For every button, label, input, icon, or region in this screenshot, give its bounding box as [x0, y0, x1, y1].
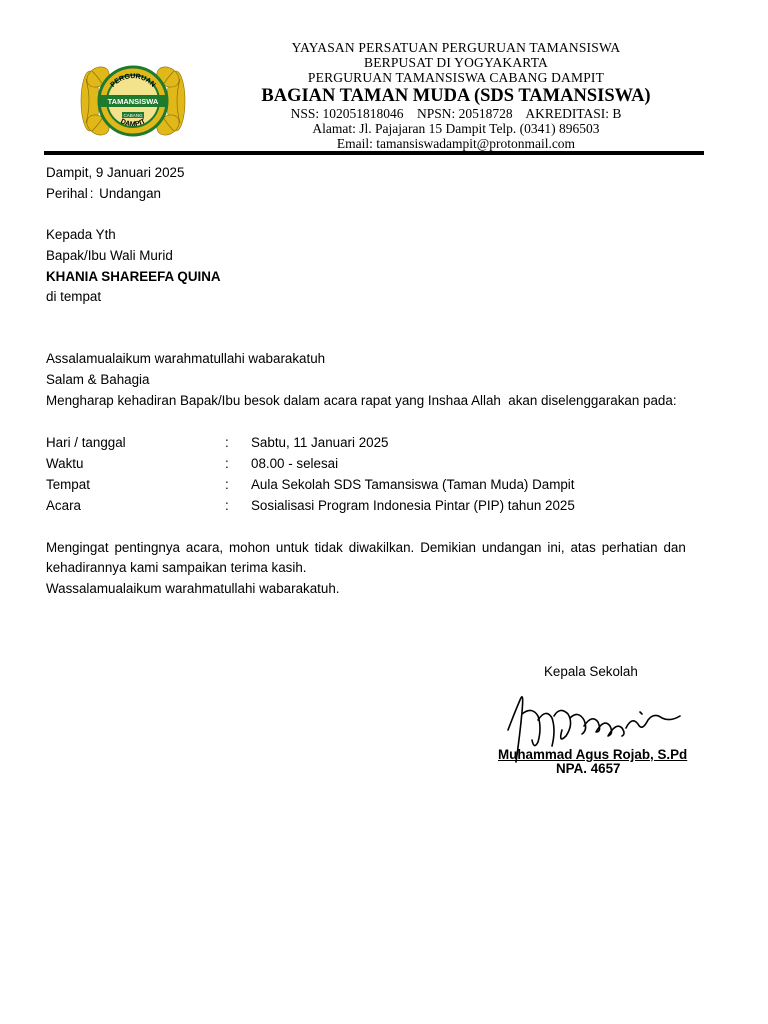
detail-label-time: Waktu [46, 456, 84, 471]
closing-line-1: Mengingat pentingnya acara, mohon untuk tidak diwakilkan. Demikian undangan ini, atas perhatian dan [46, 540, 686, 555]
signer-id: NPA. 4657 [556, 761, 621, 776]
detail-label-event: Acara [46, 498, 81, 513]
letterhead-line-2: BERPUSAT DI YOGYAKARTA [363, 55, 549, 70]
perihal-row [46, 187, 161, 200]
letterhead-title: BAGIAN TAMAN MUDA (SDS TAMANSISWA) [261, 86, 651, 106]
perihal-colon: : [89, 186, 94, 201]
letterhead-email: Email: tamansiswadampit@protonmail.com [336, 136, 576, 151]
header-divider [44, 151, 704, 155]
signer-role: Kepala Sekolah [544, 664, 638, 679]
detail-sep-time: : [225, 456, 229, 471]
logo-inner-text: CABANG [123, 113, 143, 118]
detail-value-date: Sabtu, 11 Januari 2025 [251, 435, 389, 450]
detail-value-time: 08.00 - selesai [251, 456, 339, 471]
greeting-line-2: Salam & Bahagia [46, 372, 150, 387]
addressee-line-1: Kepada Yth [46, 227, 116, 242]
detail-label-place: Tempat [46, 477, 90, 492]
letterhead-ids: NSS: 102051818046 NPSN: 20518728 AKREDITASI: B [290, 106, 622, 121]
detail-label-date: Hari / tanggal [46, 435, 126, 450]
addressee-line-2: Bapak/Ibu Wali Murid [46, 248, 173, 263]
intro-paragraph: Mengharap kehadiran Bapak/Ibu besok dalam acara rapat yang Inshaa Allah akan diselenggarakan pada: [46, 393, 677, 408]
detail-value-event: Sosialisasi Program Indonesia Pintar (PIP) tahun 2025 [251, 498, 575, 513]
signer-name: Muhammad Agus Rojab, S.Pd [498, 747, 688, 762]
detail-sep-event: : [225, 498, 229, 513]
perihal-value: Undangan [99, 186, 161, 201]
letterhead-line-3: PERGURUAN TAMANSISWA CABANG DAMPIT [307, 70, 605, 85]
greeting-line-1: Assalamualaikum warahmatullahi wabarakatuh [46, 351, 326, 366]
detail-sep-date: : [225, 435, 229, 450]
detail-sep-place: : [225, 477, 229, 492]
detail-value-place: Aula Sekolah SDS Tamansiswa (Taman Muda) Dampit [251, 477, 575, 492]
logo-bottom-text: DAMPIT [119, 118, 147, 129]
logo-top-text: PERGURUAN [109, 73, 157, 89]
recipient-name: KHANIA SHAREEFA QUINA [46, 269, 221, 284]
closing-line-2: kehadirannya kami sampaikan terima kasih. [46, 560, 307, 575]
perihal-label: Perihal [46, 186, 88, 201]
letterhead-line-1: YAYASAN PERSATUAN PERGURUAN TAMANSISWA [291, 40, 621, 55]
addressee-line-3: di tempat [46, 289, 102, 304]
logo-band-text: TAMANSISWA [107, 97, 159, 106]
place-date: Dampit, 9 Januari 2025 [46, 165, 185, 180]
closing-line-3: Wassalamualaikum warahmatullahi wabarakatuh. [46, 581, 340, 596]
letterhead-address: Alamat: Jl. Pajajaran 15 Dampit Telp. (0341) 896503 [312, 121, 600, 136]
